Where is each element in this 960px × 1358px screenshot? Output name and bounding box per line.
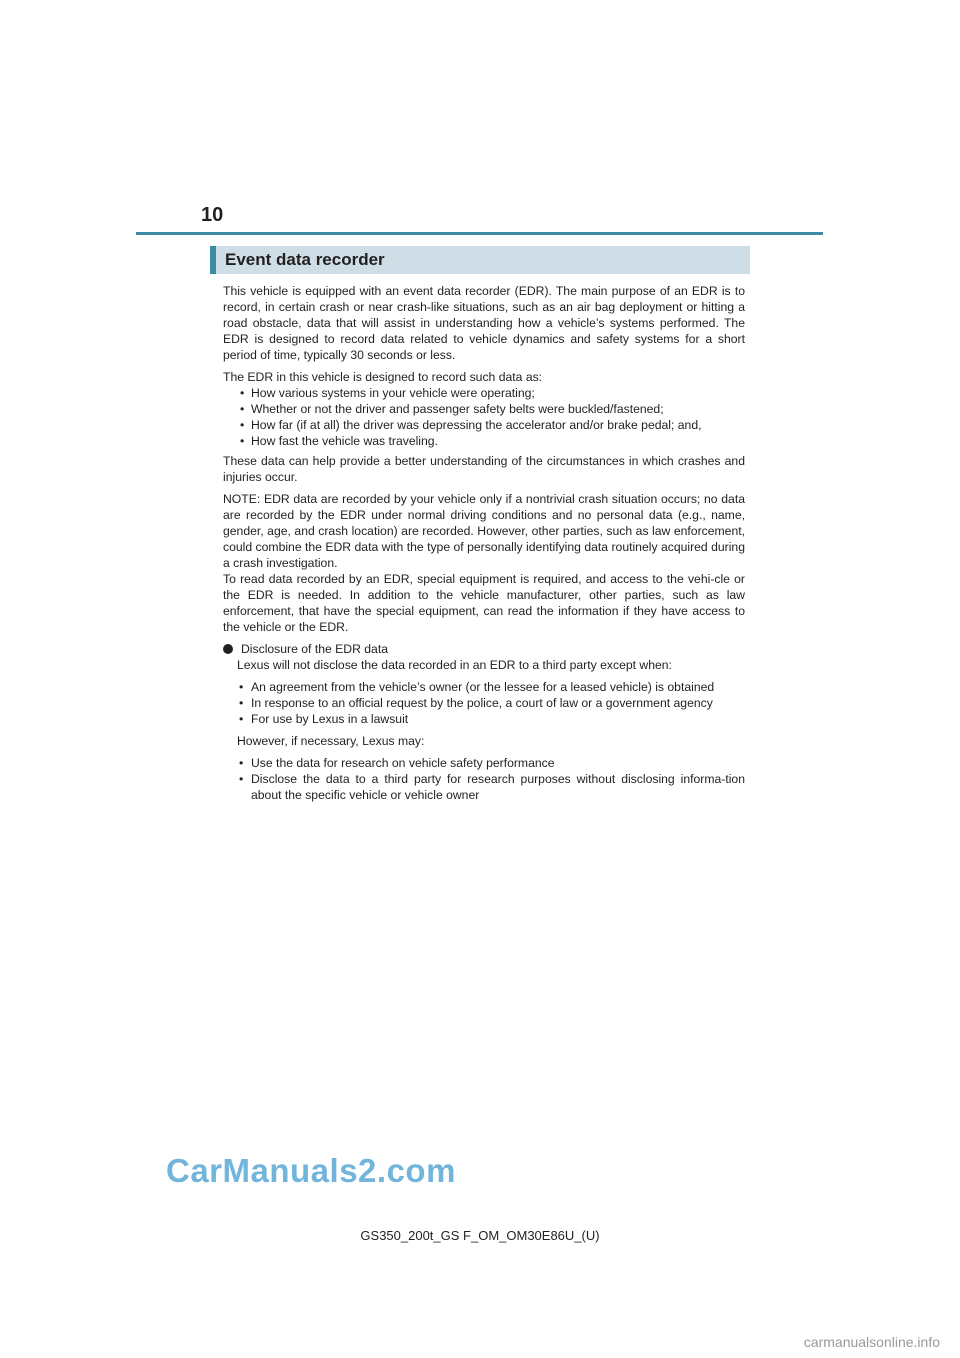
however-list bbox=[237, 755, 745, 803]
header-rule bbox=[136, 232, 823, 235]
footer-document-code: GS350_200t_GS F_OM_OM30E86U_(U) bbox=[360, 1228, 600, 1243]
circle-bullet-icon bbox=[223, 644, 233, 654]
watermark-logo: CarManuals2.com bbox=[166, 1152, 456, 1189]
bullet-icon: • bbox=[239, 756, 244, 770]
record-list bbox=[223, 385, 745, 449]
list-item-text: In response to an official request by the police, a court of law or a government agency bbox=[251, 696, 713, 710]
bullet-icon: • bbox=[239, 772, 244, 786]
list-item-text: How various systems in your vehicle were operating; bbox=[251, 386, 535, 400]
list-item bbox=[223, 385, 745, 401]
disclosure-section bbox=[223, 657, 745, 803]
bullet-icon: • bbox=[239, 680, 244, 694]
bullet-icon: • bbox=[240, 402, 245, 416]
list-item bbox=[237, 755, 745, 771]
document-body bbox=[223, 283, 745, 809]
bullet-icon: • bbox=[240, 418, 245, 432]
list-item-text: How far (if at all) the driver was depressing the accelerator and/or brake pedal; and, bbox=[251, 418, 702, 432]
list-item bbox=[223, 417, 745, 433]
list-item bbox=[237, 711, 745, 727]
list-item bbox=[223, 401, 745, 417]
list-item-text: For use by Lexus in a lawsuit bbox=[251, 712, 409, 726]
section-header bbox=[210, 246, 750, 274]
read-data-paragraph: To read data recorded by an EDR, special equipment is required, and access to the vehi-cle or the EDR is needed. In addition to the vehicle manufacturer, other parties, such as law enforcement, that have the special equipment, can read the information if they have access to the vehicle or the EDR. bbox=[223, 572, 745, 634]
disclosure-heading bbox=[223, 641, 745, 657]
bullet-icon: • bbox=[240, 386, 245, 400]
list-item bbox=[237, 679, 745, 695]
section-title: Event data recorder bbox=[225, 250, 385, 269]
list-item-text: Whether or not the driver and passenger safety belts were buckled/fastened; bbox=[251, 402, 664, 416]
source-watermark: carmanualsonline.info bbox=[803, 1334, 940, 1350]
page-number: 10 bbox=[201, 204, 224, 226]
intro-paragraph: This vehicle is equipped with an event data recorder (EDR). The main purpose of an EDR is to record, in certain crash or near crash-like situations, such as an air bag deployment or hitting a road obstacle, data that will assist in understanding how a vehicle’s systems performed. The EDR is designed to record data related to vehicle dynamics and safety systems for a short period of time, typically 30 seconds or less. bbox=[223, 284, 745, 362]
list-item-text: An agreement from the vehicle’s owner (or the lessee for a leased vehicle) is obtained bbox=[251, 680, 715, 694]
list-item bbox=[237, 771, 745, 803]
bullet-icon: • bbox=[239, 696, 244, 710]
list-item-text: How fast the vehicle was traveling. bbox=[251, 434, 438, 448]
list-item bbox=[237, 695, 745, 711]
bullet-icon: • bbox=[240, 434, 245, 448]
list-item-text: Disclose the data to a third party for research purposes without disclosing informa-tion about the specific vehicle or vehicle owner bbox=[251, 772, 745, 802]
list-item-text: Use the data for research on vehicle safety performance bbox=[251, 756, 555, 770]
bullet-icon: • bbox=[239, 712, 244, 726]
record-lead: The EDR in this vehicle is designed to record such data as: bbox=[223, 370, 543, 384]
however-lead: However, if necessary, Lexus may: bbox=[237, 734, 425, 748]
disclosure-list bbox=[237, 679, 745, 727]
list-item bbox=[223, 433, 745, 449]
note-paragraph: NOTE: EDR data are recorded by your vehicle only if a nontrivial crash situation occurs; no data are recorded by the EDR under normal driving conditions and no personal data (e.g., name, gender, age, and crash location) are recorded. However, other parties, such as law enforcement, could combine the EDR data with the type of personally identifying data routinely acquired during a crash investigation. bbox=[223, 492, 745, 570]
understanding-paragraph: These data can help provide a better understanding of the circumstances in which crashes and injuries occur. bbox=[223, 454, 745, 484]
disclosure-lead: Lexus will not disclose the data recorded in an EDR to a third party except when: bbox=[237, 658, 672, 672]
disclosure-heading-text: Disclosure of the EDR data bbox=[241, 642, 388, 656]
